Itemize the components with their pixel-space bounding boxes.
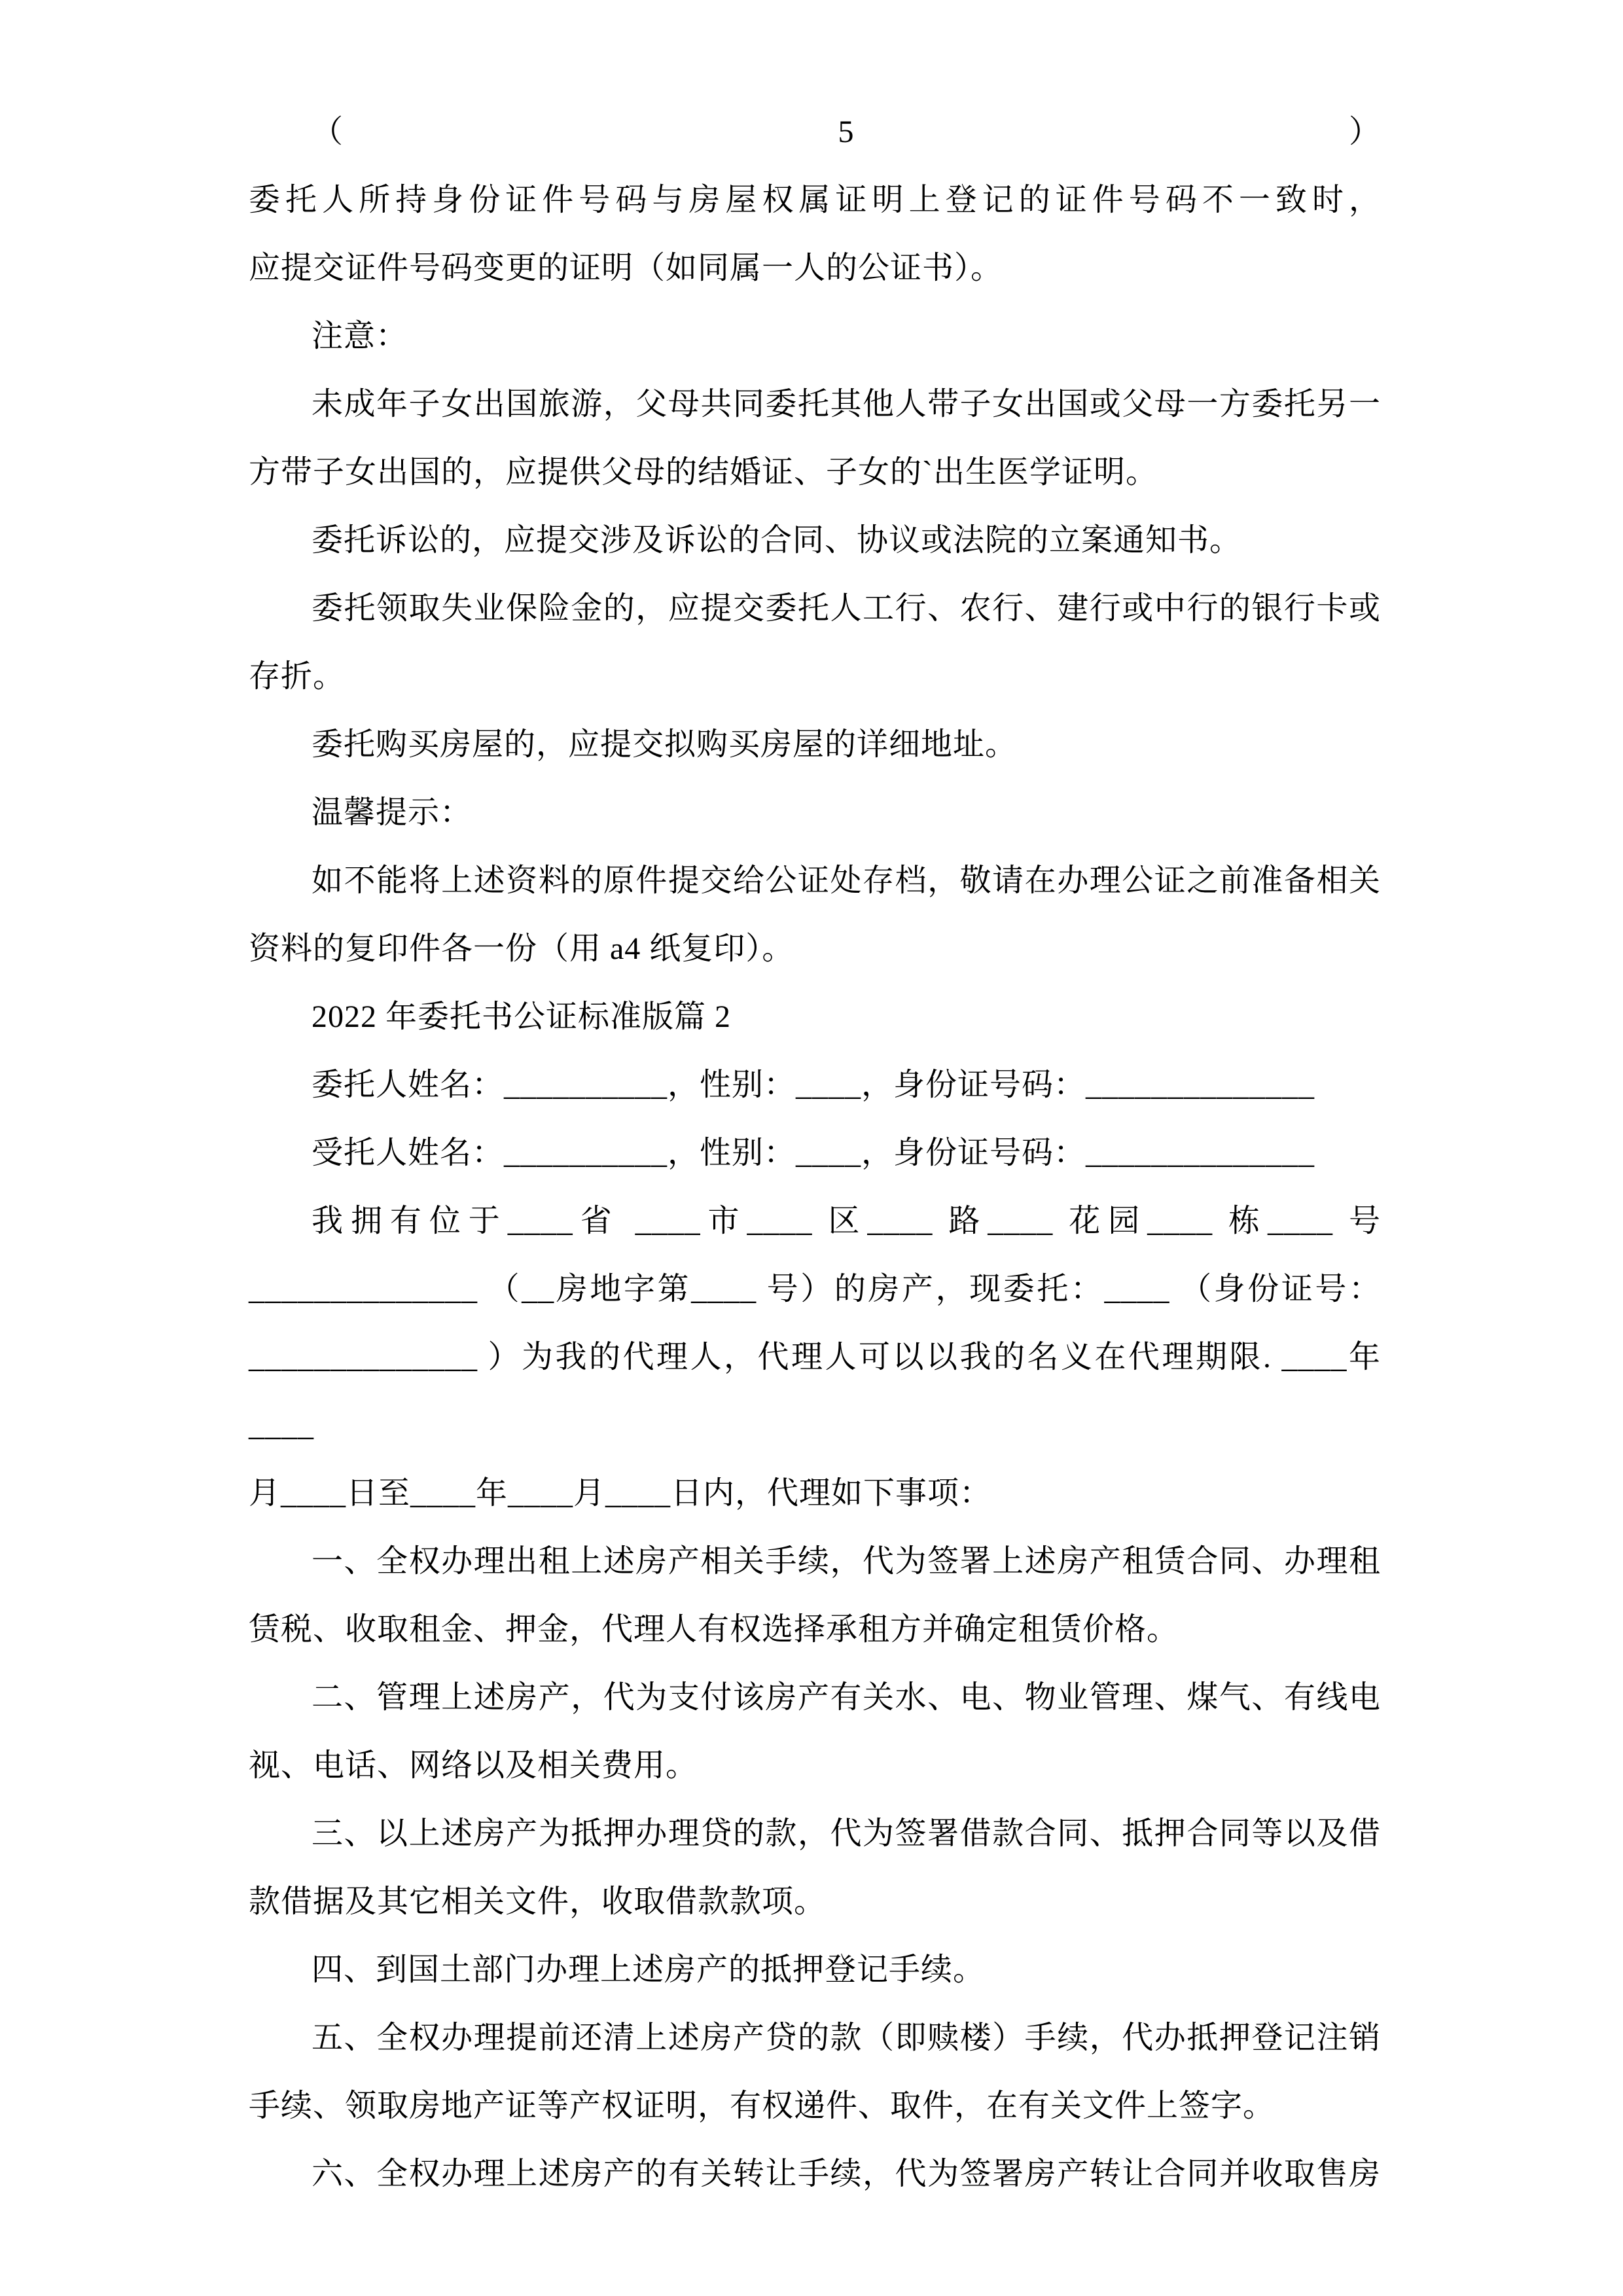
document-line: 如不能将上述资料的原件提交给公证处存档，敬请在办理公证之前准备相关 xyxy=(312,863,1381,898)
document-line: ______________ ）为我的代理人，代理人可以以我的名义在代理期限. ____年____ xyxy=(249,1340,1381,1443)
document-line: 三、以上述房产为抵押办理贷的款，代为签署借款合同、抵押合同等以及借 xyxy=(312,1816,1381,1851)
document-line: 2022 年委托书公证标准版篇 2 xyxy=(312,999,732,1034)
document-line: 存折。 xyxy=(249,659,346,694)
document-line: 六、全权办理上述房产的有关转让手续，代为签署房产转让合同并收取售房 xyxy=(312,2157,1381,2191)
document-line: 赁税、收取租金、押金，代理人有权选择承租方并确定租赁价格。 xyxy=(249,1612,1179,1647)
document-line: 月____日至____年____月____日内，代理如下事项： xyxy=(249,1476,992,1511)
document-line: 注意： xyxy=(312,319,408,353)
document-line: 手续、领取房地产证等产权证明，有权递件、取件，在有关文件上签字。 xyxy=(249,2089,1275,2123)
document-line: 应提交证件号码变更的证明（如同属一人的公证书）。 xyxy=(249,251,1003,285)
document-line: 款借据及其它相关文件，收取借款款项。 xyxy=(249,1884,827,1919)
document-line: 我拥有位于____省 ____市____ 区____ 路____ 花园____ 栋____ 号 xyxy=(312,1204,1381,1238)
document-line: 未成年子女出国旅游，父母共同委托其他人带子女出国或父母一方委托另一 xyxy=(312,387,1381,422)
document-line: 五、全权办理提前还清上述房产贷的款（即赎楼）手续，代办抵押登记注销 xyxy=(312,2020,1381,2055)
document-line: 委托人姓名：__________，性别：____，身份证号码：______________ xyxy=(312,1067,1315,1102)
document-line: ______________ （__房地字第____ 号）的房产，现委托：____ （身份证号： xyxy=(249,1272,1381,1306)
document-body xyxy=(249,98,1381,2208)
document-line: 视、电话、网络以及相关费用。 xyxy=(249,1748,698,1783)
document-line: 委托诉讼的，应提交涉及诉讼的合同、协议或法院的立案通知书。 xyxy=(312,523,1242,558)
document-line: 方带子女出国的，应提供父母的结婚证、子女的`出生医学证明。 xyxy=(249,455,1158,490)
document-line: 资料的复印件各一份（用 a4 纸复印）。 xyxy=(249,931,794,966)
document-line: 二、管理上述房产，代为支付该房产有关水、电、物业管理、煤气、有线电 xyxy=(312,1680,1381,1715)
document-line: 温馨提示： xyxy=(312,795,473,830)
document-line: （5）委托人所持身份证件号码与房屋权属证明上登记的证件号码不一致时， xyxy=(249,115,1381,217)
document-line: 四、到国土部门办理上述房产的抵押登记手续。 xyxy=(312,1952,986,1987)
document-line: 一、全权办理出租上述房产相关手续，代为签署上述房产租赁合同、办理租 xyxy=(312,1544,1381,1579)
document-line: 委托购买房屋的，应提交拟购买房屋的详细地址。 xyxy=(312,727,1018,762)
document-line: 受托人姓名：__________，性别：____，身份证号码：______________ xyxy=(312,1136,1315,1170)
document-line: 委托领取失业保险金的，应提交委托人工行、农行、建行或中行的银行卡或 xyxy=(312,591,1381,626)
